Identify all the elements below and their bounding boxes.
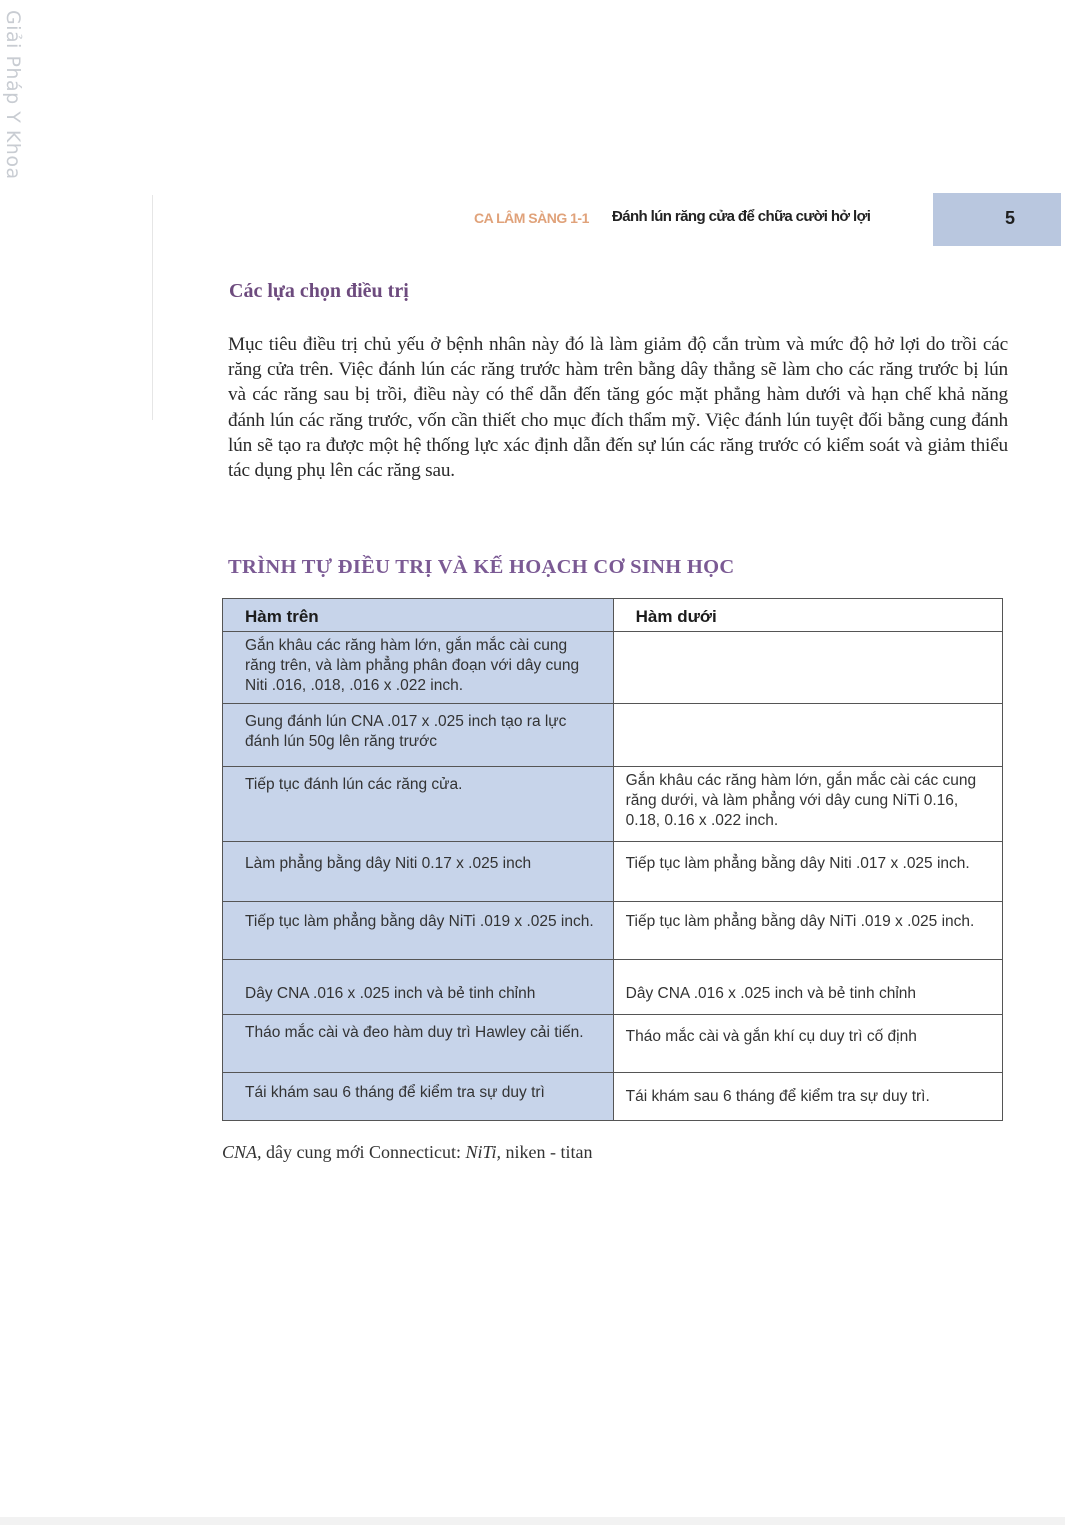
table-heading: TRÌNH TỰ ĐIỀU TRỊ VÀ KẾ HOẠCH CƠ SINH HỌC	[228, 556, 735, 578]
treatment-options-paragraph: Mục tiêu điều trị chủ yếu ở bệnh nhân này đó là làm giảm độ cắn trùm và mức độ hở lợi do trồi các răng cửa trên. Việc đánh lún các răng trước hàm trên bằng dây thẳng sẽ làm cho các răng trước bị lún và các răng sau bị trồi, điều này có thể dẫn đến tăng góc mặt phẳng hàm dưới và hạn chế khả năng đánh lún các răng trước, vốn cần thiết cho mục đích thẩm mỹ. Việc đánh lún tuyệt đối bằng cung đánh lún sẽ tạo ra được một hệ thống lực xác định dẫn đến sự lún các răng trước có kiểm soát và giảm thiểu tác dụng phụ lên các răng sau.	[228, 334, 1008, 482]
table-caption	[222, 1142, 593, 1163]
lower-cell: Gắn khâu các răng hàm lớn, gắn mắc cài các cung răng dưới, và làm phẳng với dây cung NiTi 0.16, 0.18, 0.16 x .022 inch.	[613, 767, 1002, 842]
table-row	[223, 842, 1003, 902]
lower-cell: Tiếp tục làm phẳng bằng dây Niti .017 x .025 inch.	[613, 842, 1002, 902]
upper-cell: Dây CNA .016 x .025 inch và bẻ tinh chỉnh	[223, 960, 614, 1015]
case-label: CA LÂM SÀNG 1-1	[474, 210, 589, 226]
lower-cell: Tái khám sau 6 tháng để kiểm tra sự duy trì.	[613, 1073, 1002, 1121]
section-heading: Các lựa chọn điều trị	[229, 280, 409, 302]
lower-cell: Dây CNA .016 x .025 inch và bẻ tinh chỉnh	[613, 960, 1002, 1015]
table-header-row	[223, 599, 1003, 632]
caption-def-niti: niken - titan	[501, 1142, 593, 1162]
lower-cell: Tháo mắc cài và gắn khí cụ duy trì cố định	[613, 1015, 1002, 1073]
page-bottom-edge	[0, 1517, 1065, 1525]
upper-cell: Gung đánh lún CNA .017 x .025 inch tạo ra lực đánh lún 50g lên răng trước	[223, 704, 614, 767]
lower-cell: Tiếp tục làm phẳng bằng dây NiTi .019 x .025 inch.	[613, 902, 1002, 960]
table-row	[223, 632, 1003, 704]
table-row	[223, 704, 1003, 767]
chapter-title: Đánh lún răng cửa để chữa cười hở lợi	[612, 208, 871, 225]
caption-def-cna: dây cung mới Connecticut:	[261, 1142, 466, 1162]
upper-cell: Tháo mắc cài và đeo hàm duy trì Hawley cải tiến.	[223, 1015, 614, 1073]
table-row	[223, 1015, 1003, 1073]
caption-abbr-niti: NiTi,	[465, 1142, 502, 1162]
lower-cell	[613, 704, 1002, 767]
watermark: Giải Pháp Y Khoa	[2, 10, 24, 180]
header-lower-jaw: Hàm dưới	[613, 599, 1002, 632]
treatment-plan-table	[222, 598, 1003, 1121]
page-number-tab	[933, 193, 1061, 246]
upper-cell: Tái khám sau 6 tháng để kiểm tra sự duy trì	[223, 1073, 614, 1121]
upper-cell: Tiếp tục đánh lún các răng cửa.	[223, 767, 614, 842]
upper-cell: Tiếp tục làm phẳng bằng dây NiTi .019 x .025 inch.	[223, 902, 614, 960]
table-row	[223, 960, 1003, 1015]
page-number: 5	[1005, 208, 1016, 228]
upper-cell: Làm phẳng bằng dây Niti 0.17 x .025 inch	[223, 842, 614, 902]
upper-cell: Gắn khâu các răng hàm lớn, gắn mắc cài cung răng trên, và làm phẳng phân đoạn với dây cung Niti .016, .018, .016 x .022 inch.	[223, 632, 614, 704]
lower-cell	[613, 632, 1002, 704]
caption-abbr-cna: CNA,	[222, 1142, 262, 1162]
table-row	[223, 1073, 1003, 1121]
table-row	[223, 767, 1003, 842]
running-header	[0, 200, 1065, 240]
table-row	[223, 902, 1003, 960]
header-upper-jaw: Hàm trên	[223, 599, 614, 632]
